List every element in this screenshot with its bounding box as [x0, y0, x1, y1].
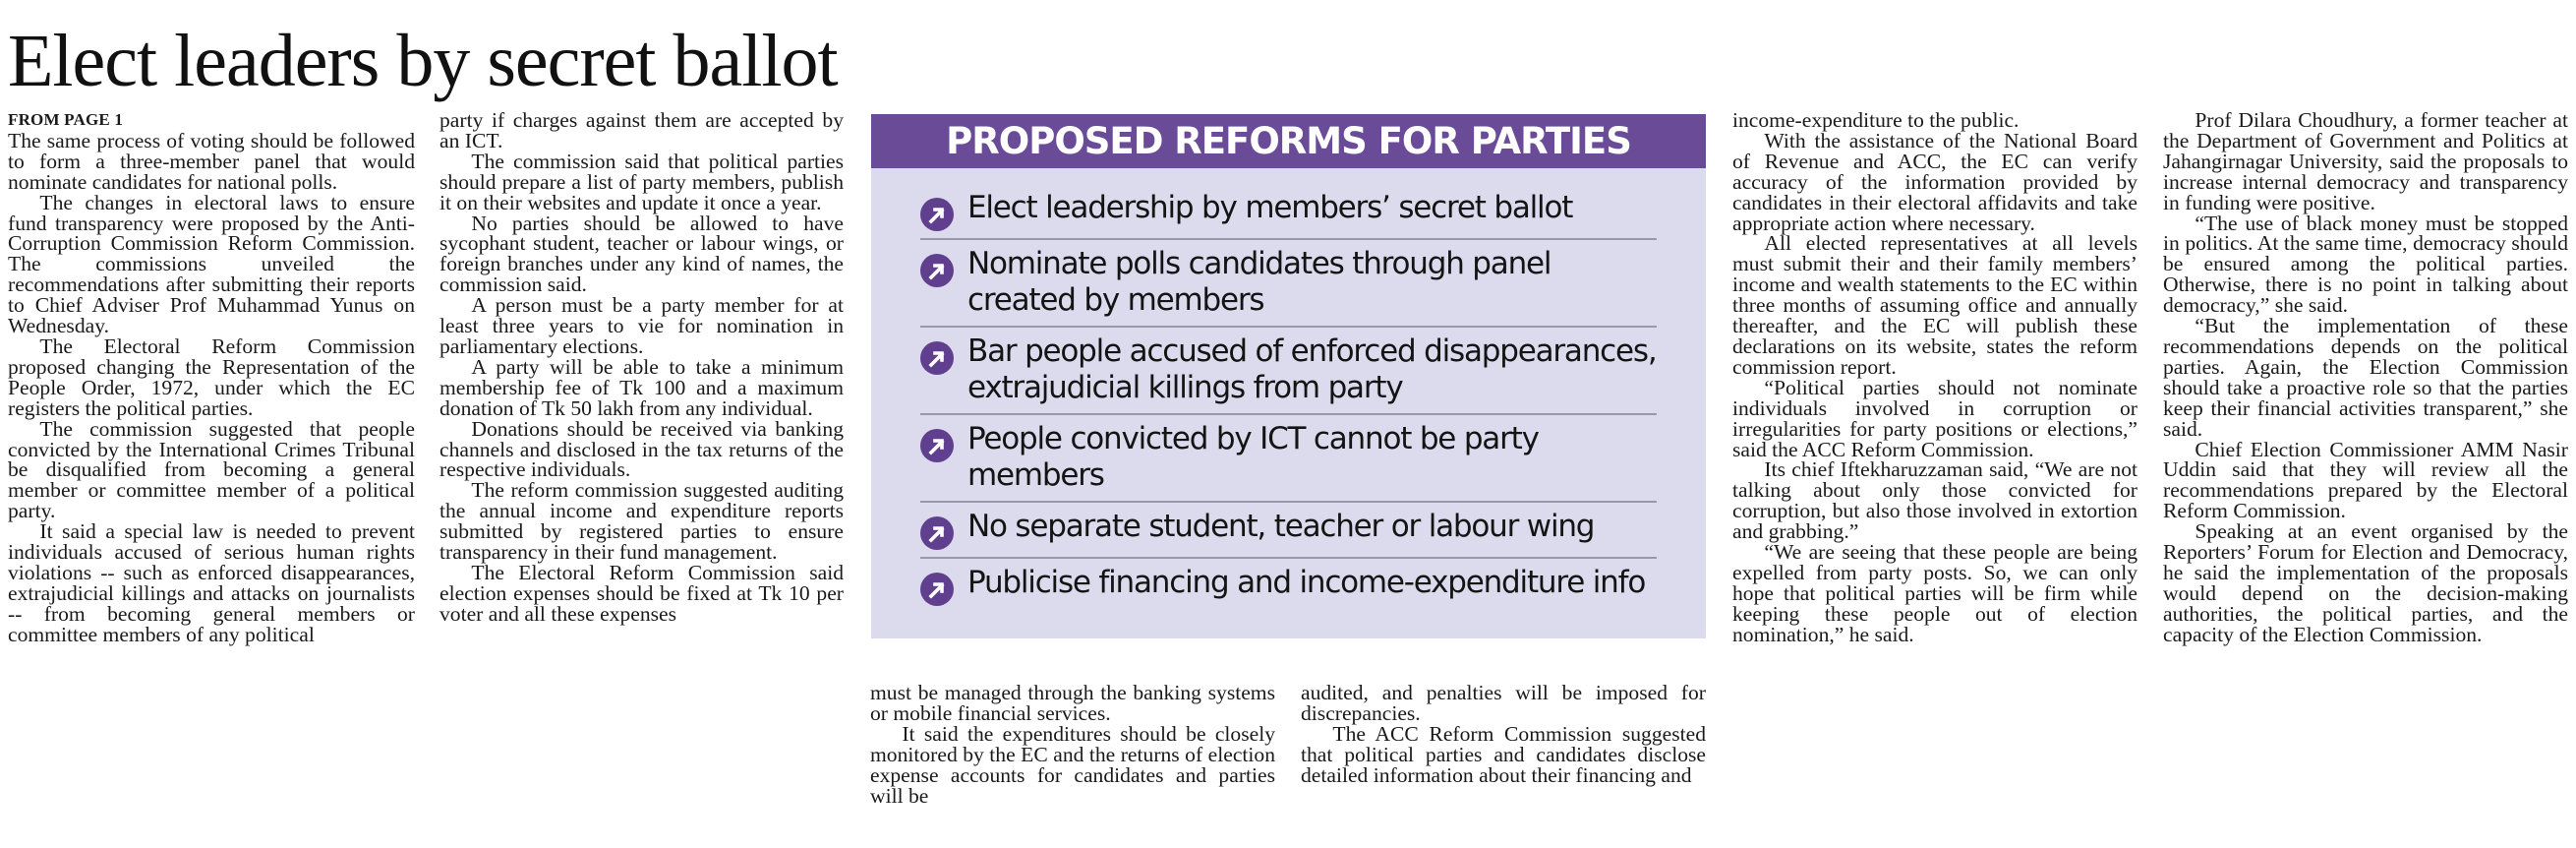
article-column-2	[439, 110, 844, 625]
paragraph: A person must be a party member for at least three years to vie for nomination in parliamentary elections.	[439, 293, 844, 358]
article-column-1	[8, 110, 415, 645]
paragraph: Chief Election Commissioner AMM Nasir Uddin said that they will review all the recommendations prepared by the Electoral Reform Commission.	[2163, 437, 2568, 523]
kicker-paragraph	[8, 110, 415, 193]
arrow-up-right-icon	[920, 198, 954, 231]
proposed-reforms-box	[871, 114, 1706, 638]
article-column-5	[1732, 110, 2137, 645]
kicker: FROM PAGE 1	[8, 110, 124, 129]
paragraph: audited, and penalties will be imposed for discrepancies.	[1301, 681, 1706, 725]
article-column-4	[1301, 683, 1706, 786]
arrow-up-right-icon	[920, 341, 954, 375]
reform-item	[920, 503, 1657, 559]
paragraph: It said the expenditures should be closely monitored by the EC and the returns of election expense accounts for candidates and parties will be	[870, 721, 1275, 808]
paragraph: The changes in electoral laws to ensure fund transparency were proposed by the Anti-Corruption Commission Reform Commission. The commissions unveiled the recommendations after submitting their reports to Chief Adviser Prof Muhammad Yunus on Wednesday.	[8, 190, 415, 338]
reform-item	[920, 559, 1657, 613]
article-column-6	[2163, 110, 2568, 645]
paragraph: The commission suggested that people convicted by the International Crimes Tribunal be disqualified from becoming a general member or committee member of a political party.	[8, 416, 415, 523]
arrow-up-right-icon	[920, 254, 954, 287]
paragraph: The Electoral Reform Commission said election expenses should be fixed at Tk 10 per voter and all these expenses	[439, 560, 844, 626]
reform-item-label: Bar people accused of enforced disappearances, extrajudicial killings from party	[967, 333, 1657, 405]
paragraph: “Political parties should not nominate individuals involved in corruption or irregularities for party positions or elections,” said the ACC Reform Commission.	[1732, 375, 2137, 461]
reform-item	[920, 415, 1657, 503]
reforms-box-title: PROPOSED REFORMS FOR PARTIES	[871, 114, 1706, 168]
paragraph: income-expenditure to the public.	[1732, 108, 2020, 132]
reform-item	[920, 328, 1657, 415]
reform-item	[920, 240, 1657, 328]
arrow-up-right-icon	[920, 429, 954, 462]
paragraph: The same process of voting should be followed to form a three-member panel that would nominate candidates for national polls.	[8, 128, 415, 194]
paragraph: Its chief Iftekharuzzaman said, “We are not talking about only those convicted for corruption, but also those involved in extortion and grabbing.”	[1732, 457, 2137, 544]
paragraph: Speaking at an event organised by the Reporters’ Forum for Election and Democracy, he said the implementation of the proposals would depend on the decision-making authorities, the political parties, and the capacity of the Election Commission.	[2163, 519, 2568, 646]
reform-item-label: Nominate polls candidates through panel created by members	[967, 246, 1551, 318]
paragraph: The reform commission suggested auditing the annual income and expenditure reports submitted by registered parties to ensure transparency in their fund management.	[439, 478, 844, 565]
paragraph: No parties should be allowed to have sycophant student, teacher or labour wings, or foreign branches under any kind of names, the commission said.	[439, 211, 844, 297]
headline: Elect leaders by secret ballot	[8, 20, 838, 102]
reform-item-label: Elect leadership by members’ secret ballot	[967, 190, 1573, 225]
paragraph: A party will be able to take a minimum membership fee of Tk 100 and a maximum donation of Tk 50 lakh from any individual.	[439, 354, 844, 420]
paragraph: The Electoral Reform Commission proposed changing the Representation of the People Order, 1972, under which the EC registers the political parties.	[8, 333, 415, 420]
reform-item-label: Publicise financing and income-expenditure info	[967, 565, 1646, 600]
paragraph: Prof Dilara Choudhury, a former teacher at the Department of Government and Politics at Jahangirnagar University, said the proposals to increase internal democracy and transparency in funding were positive.	[2163, 108, 2568, 214]
paragraph: must be managed through the banking systems or mobile financial services.	[870, 681, 1275, 725]
paragraph: “But the implementation of these recommendations depends on the political parties. Again, the Election Commission should take a proactive role so that the parties keep their financial activities transparent,” she said.	[2163, 314, 2568, 441]
paragraph: party if charges against them are accepted by an ICT.	[439, 108, 844, 152]
arrow-up-right-icon	[920, 573, 954, 606]
reform-item	[920, 184, 1657, 240]
paragraph: “The use of black money must be stopped in politics. At the same time, democracy should be ensured among the political parties. Otherwise, there is no point in talking about democracy,” she said.	[2163, 211, 2568, 318]
article-column-3	[870, 683, 1275, 806]
reforms-list	[871, 168, 1706, 613]
arrow-up-right-icon	[920, 516, 954, 550]
paragraph: The commission said that political parties should prepare a list of party members, publish it on their websites and update it once a year.	[439, 149, 844, 214]
paragraph: With the assistance of the National Board of Revenue and ACC, the EC can verify accuracy of the information provided by candidates in their electoral affidavits and take appropriate action where necessary.	[1732, 128, 2137, 235]
reform-item-label: No separate student, teacher or labour wing	[967, 509, 1595, 544]
paragraph: All elected representatives at all levels must submit their and their family members’ income and wealth statements to the EC within three months of assuming office and annually thereafter, and the EC will publish these declarations on its website, states the reform commission report.	[1732, 231, 2137, 379]
paragraph: Donations should be received via banking channels and disclosed in the tax returns of the respective individuals.	[439, 416, 844, 482]
paragraph: The ACC Reform Commission suggested that political parties and candidates disclose detailed information about their financing and	[1301, 721, 1706, 787]
paragraph: It said a special law is needed to prevent individuals accused of serious human rights violations -- such as enforced disappearances, extrajudicial killings and attacks on journalists -- from becoming general members or committee members of any political	[8, 519, 415, 646]
reform-item-label: People convicted by ICT cannot be party members	[967, 421, 1539, 493]
paragraph: “We are seeing that these people are being expelled from party posts. So, we can only hope that political parties will be firm while keeping these people out of election nomination,” he said.	[1732, 540, 2137, 646]
